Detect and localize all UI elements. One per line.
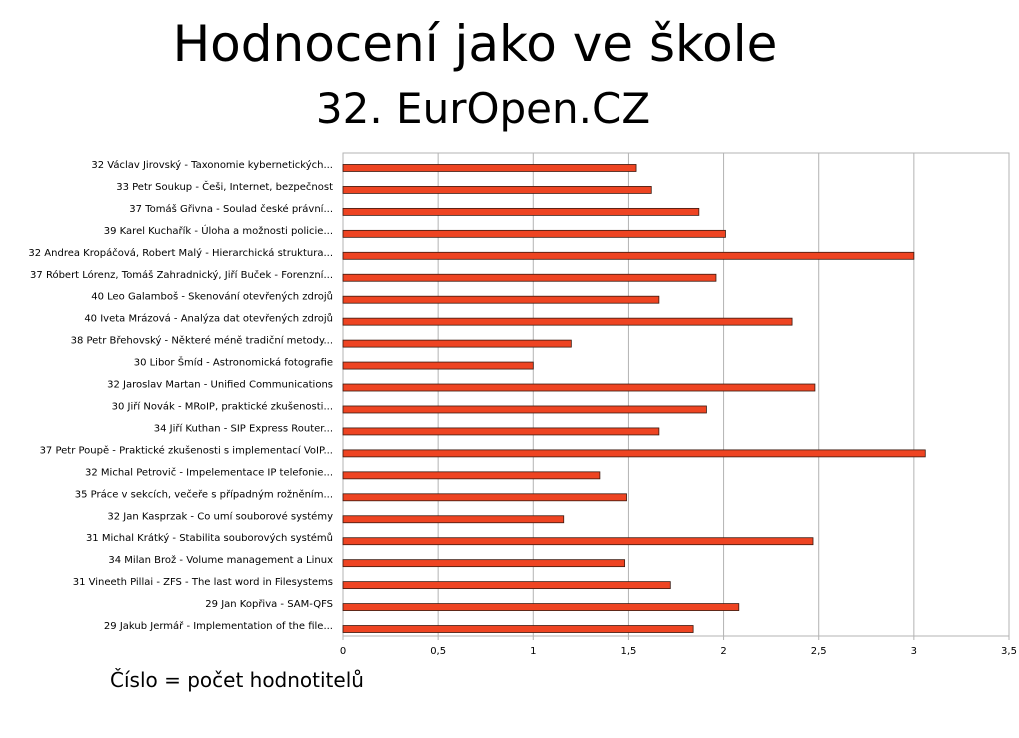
category-label: 30 Jiří Novák - MRoIP, praktické zkušenosti... [111,401,333,413]
bar [343,362,533,369]
category-label: 32 Michal Petrovič - Impelementace IP telefonie... [85,467,333,479]
bar [343,186,651,193]
bar [343,252,914,259]
category-label: 29 Jakub Jermář - Implementation of the file... [103,621,333,633]
category-labels [28,159,333,632]
bar [343,296,659,303]
footnote: Číslo = počet hodnotitelů [110,668,364,692]
x-tick-label: 0 [339,646,347,657]
bar [343,604,739,611]
x-tick-label: 1,5 [620,646,637,657]
bar [343,274,716,281]
bar [343,318,792,325]
bar [343,626,693,633]
category-label: 38 Petr Břehovský - Některé méně tradiční metody... [70,335,333,347]
category-label: 34 Jiří Kuthan - SIP Express Router... [153,423,333,435]
bar [343,582,670,589]
x-axis-ticks [340,636,1017,657]
category-label: 32 Jaroslav Martan - Unified Communications [107,379,333,391]
category-label: 32 Andrea Kropáčová, Robert Malý - Hierarchická struktura... [28,247,333,259]
chart-subtitle: 32. EurOpen.CZ [315,84,651,133]
bar [343,516,564,523]
category-label: 35 Práce v sekcích, večeře s případným rožněním... [74,489,333,501]
bar [343,494,627,501]
bar [343,538,813,545]
bar [343,450,925,457]
category-label: 39 Karel Kuchařík - Úloha a možnosti policie... [103,225,333,237]
x-tick-label: 2 [720,646,727,657]
category-label: 33 Petr Soukup - Češi, Internet, bezpečnost [116,181,333,193]
bar [343,384,815,391]
category-label: 32 Jan Kasprzak - Co umí souborové systémy [107,511,333,523]
category-label: 40 Leo Galamboš - Skenování otevřených zdrojů [91,291,333,303]
bar [343,406,706,413]
category-label: 31 Vineeth Pillai - ZFS - The last word in Filesystems [72,577,333,589]
category-label: 37 Róbert Lórenz, Tomáš Zahradnický, Jiří Buček - Forenzní... [30,269,333,281]
x-tick-label: 3 [910,646,918,657]
category-label: 32 Václav Jirovský - Taxonomie kybernetických... [91,159,333,171]
category-label: 31 Michal Krátký - Stabilita souborových systémů [85,533,333,545]
bar [343,428,659,435]
bar [343,340,571,347]
bars [343,164,925,632]
bar [343,472,600,479]
category-label: 37 Petr Poupě - Praktické zkušenosti s implementací VoIP... [39,445,333,457]
x-tick-label: 3,5 [1001,646,1017,657]
bar [343,208,699,215]
chart-title: Hodnocení jako ve škole [172,15,778,73]
category-label: 30 Libor Šmíd - Astronomická fotografie [133,357,333,369]
bar [343,560,625,567]
bar [343,164,636,171]
x-tick-label: 2,5 [810,646,827,657]
bar [343,230,725,237]
category-label: 40 Iveta Mrázová - Analýza dat otevřených zdrojů [84,313,333,325]
x-tick-label: 0,5 [430,646,447,657]
category-label: 29 Jan Kopřiva - SAM-QFS [205,599,333,611]
category-label: 37 Tomáš Gřivna - Soulad české právní... [129,203,333,215]
category-label: 34 Milan Brož - Volume management a Linux [108,555,333,567]
x-tick-label: 1 [530,646,537,657]
